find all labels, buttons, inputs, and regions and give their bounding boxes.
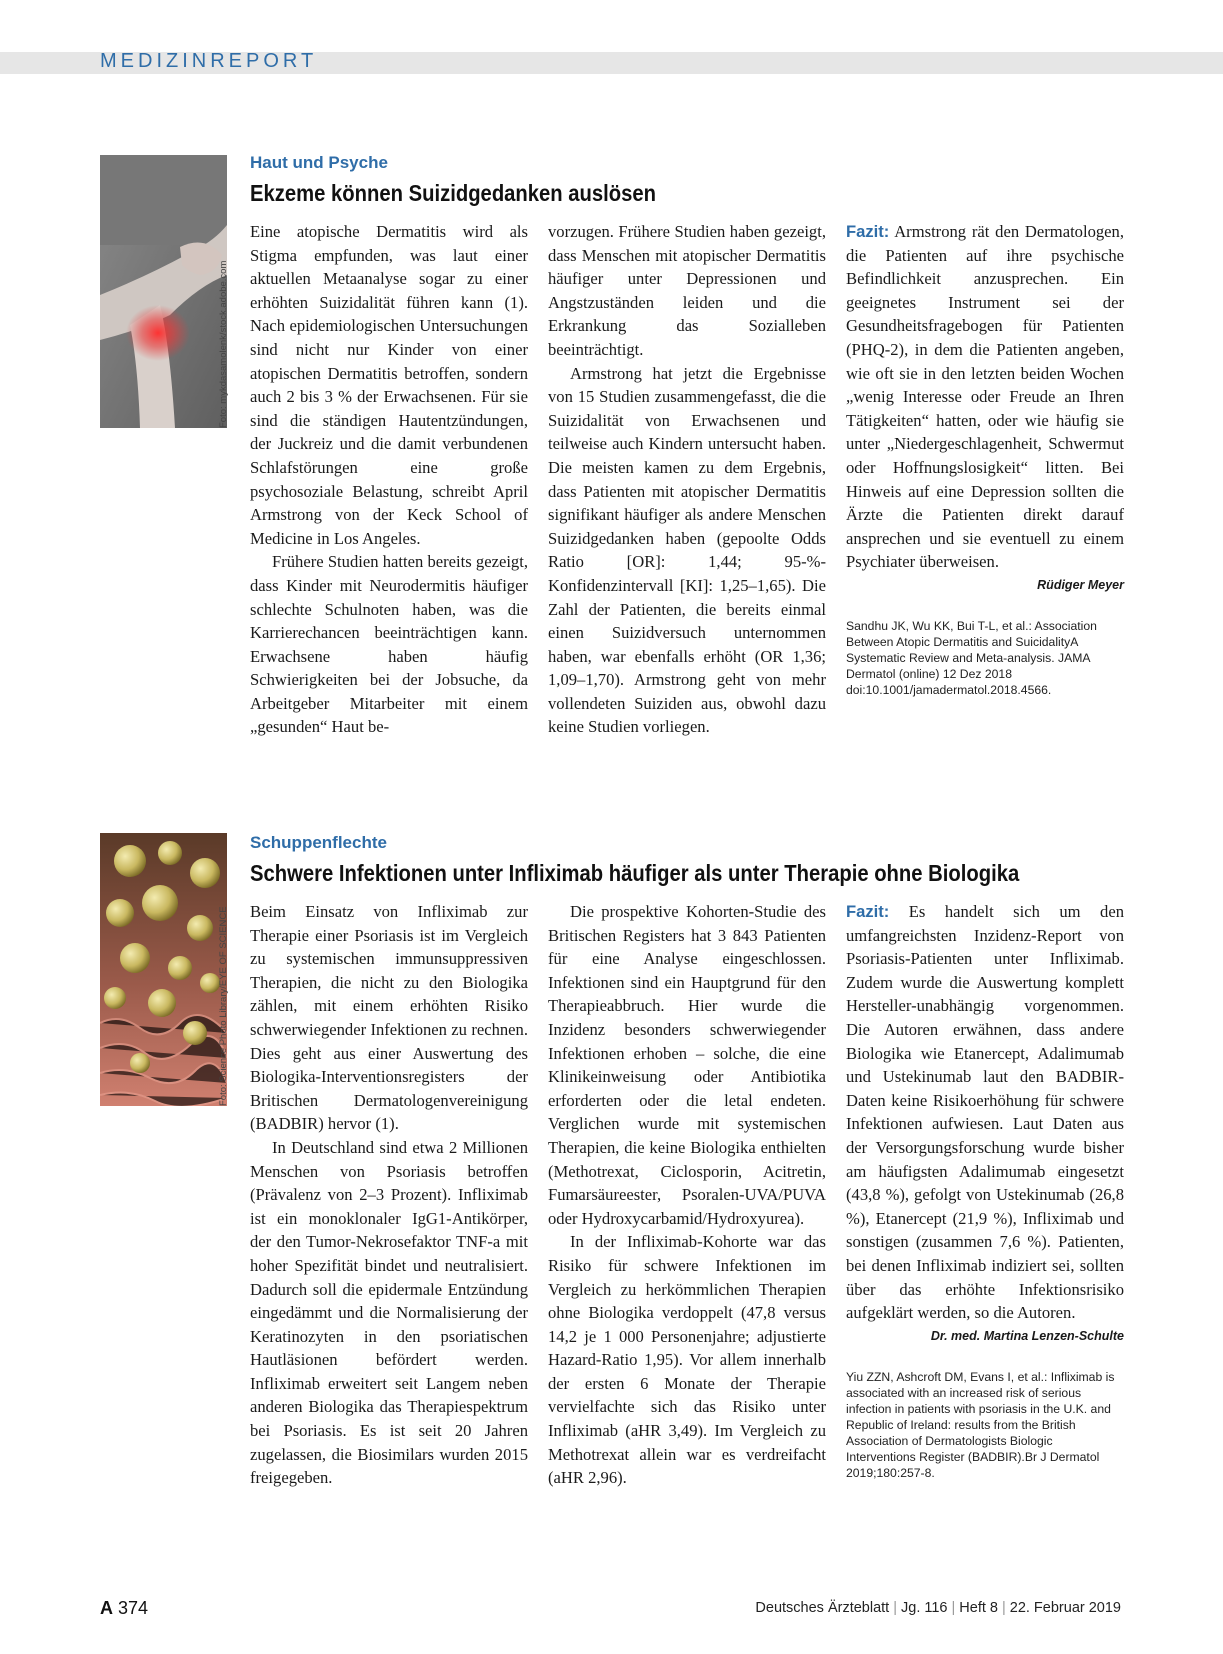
paragraph: Die prospektive Kohorten-Studie des Britischen Registers hat 3 843 Patienten für eine Analyse eingeschlossen. Infektionen sind ein Hauptgrund für den Therapieabbruch. Hier wurde die Inzidenz besonders schwerwiegender Infektionen erhoben – solche, die eine Klinikeinweisung oder Antibiotika erforderten oder die letal endeten. Verglichen wurde mit systemischen Therapien, die keine Biologika enthielten (Methotrexat, Ciclosporin, Acitretin, Fumarsäureester, Psoralen-UVA/PUVA oder Hydroxycarbamid/Hydroxyurea).: [548, 902, 826, 1228]
bacteria-photo: [100, 833, 227, 1106]
photo-credit: Foto: Science Photo Library/EYE OF SCIENCE: [218, 906, 229, 1106]
paragraph: Eine atopische Dermatitis wird als Stigma empfunden, was laut einer aktuellen Metaanalyse sogar zu einer erhöhten Suizidalität führen kann (1). Nach epidemiologischen Untersuchungen sind nicht nur Kinder von einer atopischen Dermatitis betroffen, sondern auch 2 bis 3 % der Erwachsenen. Für sie sind die ständigen Hautentzündungen, der Juckreiz und die damit verbundenen Schlafstörungen eine große psychosoziale Belastung, schreibt April Armstrong von der Keck School of Medicine in Los Angeles.: [250, 222, 528, 548]
paragraph: vorzugen. Frühere Studien haben gezeigt, dass Menschen mit atopischer Dermatitis häufiger unter Depressionen und Angstzuständen leiden und die Erkrankung das Sozialleben beeinträchtigt.: [548, 222, 826, 359]
journal-date: 22. Februar 2019: [1009, 1600, 1121, 1616]
reference: Sandhu JK, Wu KK, Bui T-L, et al.: Association Between Atopic Dermatitis and SuicidalityA Systematic Review and Meta-analysis. JAMA Dermatol (online) 12 Dez 2018 doi:10.1001/jamadermatol.2018.4566.: [846, 618, 1097, 697]
eczema-photo: [100, 155, 227, 428]
page-prefix: A: [100, 1598, 113, 1618]
fazit-paragraph: [846, 900, 1124, 1325]
article-column-2: [548, 900, 826, 1490]
divider: |: [1001, 1600, 1006, 1616]
fazit-text: Es handelt sich um den umfangreichsten Inzidenz-Report von Psoriasis-Patienten unter Infliximab. Zudem wurde die Auswertung komplett Hersteller-unabhängig vorgenommen. Die Autoren erwähnen, dass andere Biologika wie Etanercept, Adalimumab und Ustekinumab laut den BADBIR-Daten keine Risikoerhöhung für schwere Infektionen aufwiesen. Laut Daten aus der Versorgungsforschung wurde bisher am häufigsten Adalimumab eingesetzt (43,8 %), gefolgt von Ustekinumab (26,8 %), Etanercept (21,9 %), Infliximab und sonstigen (zusammen 7,6 %). Patienten, bei denen Infliximab indiziert sei, sollten über das erhöhte Infektionsrisiko aufgeklärt werden, so die Autoren.: [846, 902, 1124, 1323]
article-kicker: Haut und Psyche: [250, 153, 388, 172]
fazit-label: Fazit:: [846, 222, 890, 241]
paragraph: In der Infliximab-Kohorte war das Risiko für schwere Infektionen im Vergleich zu herkömmlichen Therapien ohne Biologika verdoppelt (47,8 versus 14,2 je 1 000 Personenjahre; adjustierte Hazard-Ratio 1,95). Vor allem innerhalb der ersten 6 Monate der Therapie vervielfachte sich das Risiko unter Infliximab (aHR 3,49). Im Vergleich zu Methotrexat allein war es verdreifacht (aHR 2,96).: [548, 1232, 826, 1488]
divider: |: [951, 1600, 956, 1616]
page-number-value: 374: [118, 1598, 149, 1618]
journal-name: Deutsches Ärzteblatt: [755, 1600, 890, 1616]
article-column-3: [846, 220, 1124, 698]
author: Rüdiger Meyer: [1037, 577, 1124, 592]
paragraph: Armstrong hat jetzt die Ergebnisse von 15 Studien zusammengefasst, die die Suizidalität von Erwachsenen und teilweise auch Kindern untersucht haben. Die meisten kamen zu dem Ergebnis, dass Patienten mit atopischer Dermatitis signifikant häufiger als andere Menschen Suizidgedanken haben (gepoolte Odds Ratio [OR]: 1,44; 95-%-Konfidenzintervall [KI]: 1,25–1,65). Die Zahl der Patienten, die bereits einmal einen Suizidversuch unternommen haben, war ebenfalls erhöht (OR 1,36; 1,09–1,70). Armstrong geht von mehr vollendeten Suiziden aus, obwohl dazu keine Studien vorliegen.: [548, 363, 826, 737]
article-column-3: [846, 900, 1124, 1481]
paragraph: In Deutschland sind etwa 2 Millionen Menschen von Psoriasis betroffen (Prävalenz von 2–3 Prozent). Infliximab ist ein monoklonaler IgG1-Antikörper, der den Tumor-Nekrosefaktor TNF-a mit hoher Spezifität bindet und neutralisiert. Dadurch soll die epidermale Entzündung eingedämmt und die Normalisierung der Keratinozyten in den psoriatischen Hautläsionen befördert werden. Infliximab erweitert seit Langem neben anderen Biologika das Therapiespektrum bei Psoriasis. Es ist seit 20 Jahren zugelassen, die Biosimilars wurden 2015 freigegeben.: [250, 1137, 528, 1488]
article-column-2: [548, 220, 826, 739]
paragraph: Frühere Studien hatten bereits gezeigt, dass Kinder mit Neurodermitis häufiger schlechte Schulnoten haben, was die Karrierechancen beeinträchtigen kann. Erwachsene haben häufig Schwierigkeiten bei der Jobsuche, da Arbeitgeber Mitarbeiter mit einem „gesunden“ Haut be-: [250, 552, 528, 737]
paragraph: Beim Einsatz von Infliximab zur Therapie einer Psoriasis ist im Vergleich zu systemischen immunsuppressiven Therapien, die nicht zu den Biologika zählen, mit einem erhöhten Risiko schwerwiegender Infektionen zu rechnen. Dies geht aus einer Auswertung des Biologika-Interventionsregisters der Britischen Dermatologenvereinigung (BADBIR) hervor (1).: [250, 902, 528, 1134]
fazit-paragraph: [846, 220, 1124, 574]
fazit-text: Armstrong rät den Dermatologen, die Patienten auf ihre psychische Befindlichkeit anzusprechen. Ein geeignetes Instrument sei der Gesundheitsfragebogen für Patienten (PHQ-2), in dem die Patienten angeben, wie oft sie in den letzten beiden Wochen „wenig Interesse oder Freude an Ihren Tätigkeiten“ hatten, oder wie häufig sie unter „Niedergeschlagenheit, Schwermut oder Hoffnungslosigkeit“ litten. Bei Hinweis auf eine Depression sollten die Ärzte die Patienten direkt darauf ansprechen und sie eventuell zu einem Psychiater überweisen.: [846, 222, 1124, 572]
article-kicker: Schuppenflechte: [250, 833, 387, 852]
article-column-1: [250, 220, 528, 739]
section-label: MEDIZINREPORT: [100, 50, 318, 72]
journal-issue: Heft 8: [959, 1600, 998, 1616]
reference: Yiu ZZN, Ashcroft DM, Evans I, et al.: Infliximab is associated with an increased risk of serious infection in patients with psoriasis in the U.K. and Republic of Ireland: results from the British Association of Dermatologists Biologic Interventions Register (BADBIR).Br J Dermatol 2019;180:257-8.: [846, 1369, 1115, 1480]
photo-credit: Foto: mykdasamolenk/stock.adobe.com: [218, 260, 229, 428]
page-number: [100, 1598, 148, 1619]
journal-volume: Jg. 116: [901, 1600, 948, 1616]
fazit-label: Fazit:: [846, 902, 890, 921]
article-headline: Ekzeme können Suizidgedanken auslösen: [250, 180, 657, 206]
article-headline: Schwere Infektionen unter Infliximab häufiger als unter Therapie ohne Biologika: [250, 860, 1020, 886]
divider: |: [893, 1600, 897, 1616]
article-column-1: [250, 900, 528, 1490]
journal-footer: [755, 1600, 1121, 1616]
author: Dr. med. Martina Lenzen-Schulte: [930, 1328, 1124, 1343]
